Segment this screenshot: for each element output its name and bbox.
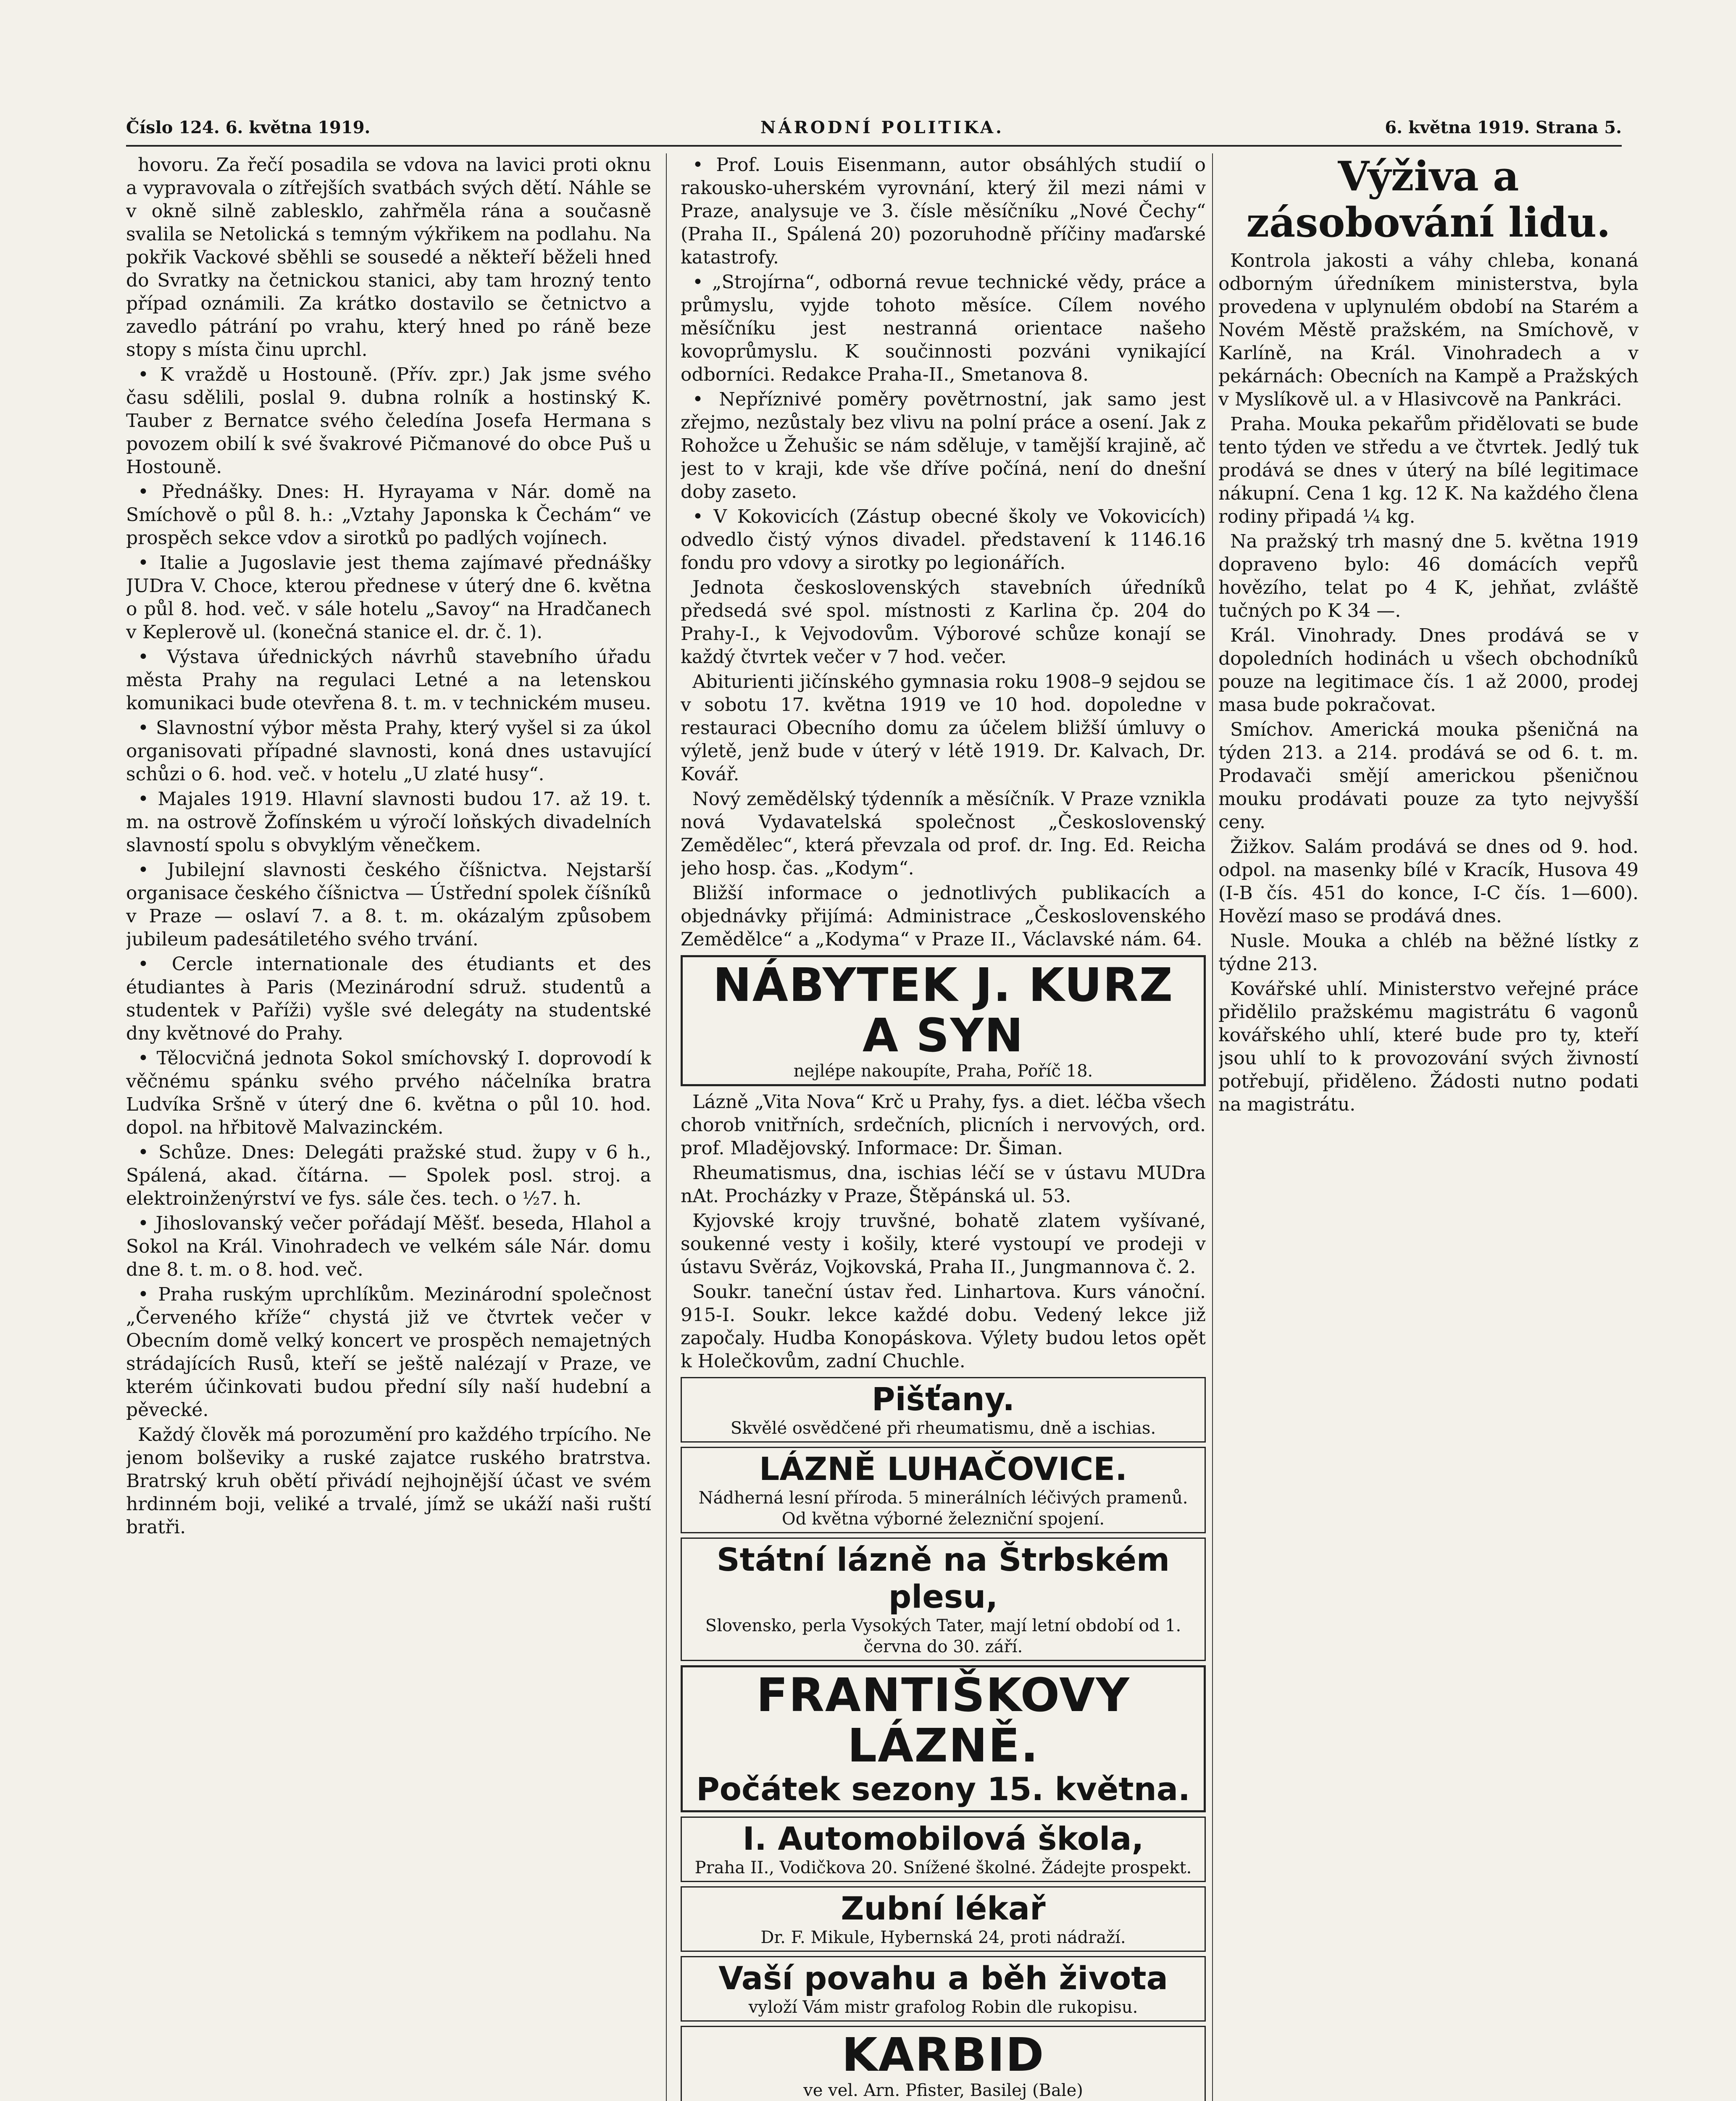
ad-title: FRANTIŠKOVY LÁZNĚ.	[756, 1668, 1130, 1772]
article-paragraph: Bližší informace o jednotlivých publikacích a objednávky přijímá: Administrace „Československého Zemědělce“ a „Kodyma“ v Praze II., Václavské nám. 64.	[681, 882, 1206, 950]
classified-ad: Rheumatismus, dna, ischias léčí se v ústavu MUDra nAt. Procházky v Praze, Štěpánská ul. 53.	[681, 1162, 1206, 1207]
article-paragraph: • Prof. Louis Eisenmann, autor obsáhlých studií o rakousko-uherském vyrovnání, který žil mezi námi v Praze, analysuje ve 3. čísle měsíčníku „Nové Čechy“ (Praha II., Spálená 20) pozoruhodně příčiny maďarské katastrofy.	[681, 154, 1206, 268]
ad-title: Státní lázně na Štrbském plesu,	[716, 1541, 1170, 1615]
column-1	[126, 153, 651, 2101]
article-paragraph: • Cercle internationale des étudiants et des étudiantes à Paris (Mezinárodní sdruž. studentů a studentek v Paříži) vyšle své delegáty na studentské dny květnové do Prahy.	[126, 953, 651, 1044]
article-paragraph: • „Strojírna“, odborná revue technické vědy, práce a průmyslu, vyjde tohoto měsíce. Cílem nového měsíčníku jest nestranná orientace našeho kovoprůmyslu. K součinnosti pozváni vynikající odborníci. Redakce Praha-II., Smetanova 8.	[681, 271, 1206, 385]
classified-ad: Soukr. taneční ústav řed. Linhartova. Kurs vánoční. 915-I. Soukr. lekce každé dobu. Vedený lekce již započaly. Hudba Konopáskova. Výlety budou letos opět k Holečkovům, zadní Chuchle.	[681, 1281, 1206, 1372]
article-paragraph: Praha. Mouka pekařům přidělovati se bude tento týden ve středu a ve čtvrtek. Jedlý tuk prodává se dnes v úterý na bílé legitimace nákupní. Cena 1 kg. 12 K. Na každého člena rodiny připadá ¼ kg.	[1218, 413, 1639, 527]
ad-subtitle: Dr. F. Mikule, Hybernská 24, proti nádraží.	[760, 1928, 1126, 1947]
article-paragraph: Smíchov. Americká mouka pšeničná na týden 213. a 214. prodává se od 6. t. m. Prodavači smějí americkou pšeničnou mouku prodávati pouze za tyto nejvyšší ceny.	[1218, 719, 1639, 833]
article-paragraph: hovoru. Za řečí posadila se vdova na lavici proti oknu a vypravovala o zítřejších svatbách svých dětí. Náhle se v okně silně zablesklo, zahřměla rána a současně svalila se Netolická s temným výkřikem na podlahu. Na pokřik Vackové sběhli se sousedé a někteří běželi hned do Svratky na četnickou stanici, aby tam hrozný tento případ oznámili. Za krátko dostavilo se četnictvo a zavedlo pátrání po vrahu, který hned po ráně beze stopy s místa činu uprchl.	[126, 154, 651, 361]
ad-title: KARBID	[842, 2028, 1045, 2082]
ad-subtitle: Nádherná lesní příroda. 5 minerálních léčivých pramenů. Od května výborné železniční spojení.	[698, 1488, 1188, 1529]
ad-karbid	[681, 2026, 1206, 2101]
article-paragraph: • Praha ruským uprchlíkům. Mezinárodní společnost „Červeného kříže“ chystá již ve čtvrtek večer v Obecním domě velký koncert ve prospěch nemajetných strádajících Rusů, kteří se ještě nalézají v Praze, ve kterém účinkovati budou přední síly naší hudební a pěvecké.	[126, 1284, 651, 1421]
ad-frantiskovy-lazne	[681, 1665, 1206, 1812]
ad-luhacovice	[681, 1447, 1206, 1533]
article-paragraph: Kovářské uhlí. Ministerstvo veřejné práce přidělilo pražskému magistrátu 6 vagonů kovářského uhlí, které bude pro ty, kteří jsou uhlí to k provozování svých živností potřebují, přiděleno. Žádosti nutno podati na magistrátu.	[1218, 978, 1639, 1115]
article-paragraph: Král. Vinohrady. Dnes prodává se v dopoledních hodinách u všech obchodníků pouze na legitimace čís. 1 až 2000, prodej masa bude pokračovat.	[1218, 625, 1639, 716]
article-paragraph: Každý člověk má porozumění pro každého trpícího. Ne jenom bolševiky a ruské zajatce ruského bratrstva. Bratrský kruh obětí přivádí nejhojnější účast ve svém hrdinném boji, veliké a trvalé, jímž se ukáží naši ruští bratři.	[126, 1424, 651, 1538]
article-paragraph: • Výstava úřednických návrhů stavebního úřadu města Prahy na regulaci Letné a na letenskou komunikaci bude otevřena 8. t. m. v technickém museu.	[126, 646, 651, 714]
ad-subtitle: vyloží Vám mistr grafolog Robin dle rukopisu.	[748, 1998, 1138, 2017]
article-paragraph: • Přednášky. Dnes: H. Hyrayama v Nár. domě na Smíchově o půl 8. h.: „Vztahy Japonska k Čechám“ ve prospěch sekce vdov a sirotků po padlých vojínech.	[126, 481, 651, 549]
article-paragraph: • Nepříznivé poměry povětrnostní, jak samo jest zřejmo, nezůstaly bez vlivu na polní práce a osení. Jak z Rohožce u Žehušic se nám sděluje, v tamější krajině, ač jest to v kraji, kde vše dříve počíná, není do dnešní doby zaseto.	[681, 389, 1206, 503]
ad-subtitle: ve vel. Arn. Pfister, Basilej (Bale)	[803, 2081, 1083, 2100]
article-paragraph: • Slavnostní výbor města Prahy, který vyšel si za úkol organisovati případné slavnosti, koná dnes ustavující schůzi o 6. hod. več. v hotelu „U zlaté husy“.	[126, 717, 651, 785]
ad-pistany	[681, 1377, 1206, 1443]
classified-ad: Lázně „Vita Nova“ Krč u Prahy, fys. a diet. léčba všech chorob vnitřních, srdečních, plicních i nervových, ord. prof. Mladějovský. Informace: Dr. Šiman.	[681, 1091, 1206, 1159]
newspaper-title: NÁRODNÍ POLITIKA.	[760, 118, 1004, 137]
ad-furniture	[681, 955, 1206, 1086]
article-paragraph: Na pražský trh masný dne 5. května 1919 dopraveno bylo: 46 domácích vepřů hovězího, telat po 4 K, jehňat, zvláště tučných po K 34 —.	[1218, 531, 1639, 621]
article-paragraph: Abiturienti jičínského gymnasia roku 1908–9 sejdou se v sobotu 17. května 1919 ve 10 hod. dopoledne v restauraci Obecního domu za účelem bližší úmluvy o výletě, jenž bude v úterý v létě 1919. Dr. Kalvach, Dr. Kovář.	[681, 671, 1206, 785]
header-rule	[126, 145, 1622, 147]
ad-title: NÁBYTEK J. KURZ A SYN	[713, 958, 1174, 1062]
classified-ad: Kyjovské krojy truvšné, bohatě zlatem vyšívané, soukenné vesty i košily, které vystoupí ve prodeji v ústavu Svěráz, Vojkovská, Praha II., Jungmannova č. 2.	[681, 1210, 1206, 1278]
article-paragraph: Nový zemědělský týdenník a měsíčník. V Praze vznikla nová Vydavatelská společnost „Československý Zemědělec“, která převzala od prof. dr. Ing. Ed. Reicha jeho hosp. čas. „Kodym“.	[681, 788, 1206, 879]
ad-subtitle: Slovensko, perla Vysokých Tater, mají letní období od 1. června do 30. září.	[705, 1616, 1181, 1656]
column-divider	[1212, 153, 1213, 2101]
article-paragraph: • Jubilejní slavnosti českého číšnictva. Nejstarší organisace českého číšnictva — Ústřední spolek číšníků v Praze — oslaví 7. a 8. t. m. okázalým způsobem jubileum padesátiletého svého trvání.	[126, 859, 651, 950]
article-paragraph: • Schůze. Dnes: Delegáti pražské stud. župy v 6 h., Spálená, akad. čítárna. — Spolek posl. stroj. a elektroinženýrství ve fys. sále čes. tech. o ½7. h.	[126, 1142, 651, 1209]
ad-subtitle: Praha II., Vodičkova 20. Snížené školné. Žádejte prospekt.	[694, 1858, 1192, 1877]
ad-graphologist	[681, 1956, 1206, 2022]
column-2	[681, 153, 1206, 2101]
article-paragraph: • Tělocvičná jednota Sokol smíchovský I. doprovodí k věčnému spánku svého prvého náčelníka bratra Ludvíka Sršně v úterý dne 6. května o půl 10. hod. dopol. na hřbitově Malvazinckém.	[126, 1048, 651, 1138]
ad-strbske-pleso	[681, 1538, 1206, 1661]
article-paragraph: Kontrola jakosti a váhy chleba, konaná odborným úředníkem ministerstva, byla provedena v uplynulém období na Starém a Novém Městě pražském, na Smíchově, v Karlíně, na Král. Vinohradech a v pekárnách: Obecních na Kampě a Pražských v Myslíkově ul. a v Hlasivcově na Pankráci.	[1218, 250, 1639, 410]
article-paragraph: Nusle. Mouka a chléb na běžné lístky z týdne 213.	[1218, 930, 1639, 975]
ad-subtitle: Skvělé osvědčené při rheumatismu, dně a ischias.	[730, 1419, 1156, 1438]
ad-dentist	[681, 1886, 1206, 1952]
article-paragraph: Žižkov. Salám prodává se dnes od 9. hod. odpol. na masenky bílé v Kracík, Husova 49 (I-B čís. 451 do konce, I-C čís. 1—600). Hovězí maso se prodává dnes.	[1218, 836, 1639, 927]
ad-title: Pišťany.	[871, 1380, 1015, 1418]
column-divider	[666, 153, 667, 2101]
page-number: 6. května 1919. Strana 5.	[1385, 118, 1622, 137]
ad-title: I. Automobilová škola,	[742, 1820, 1144, 1857]
ad-title: Vaší povahu a běh života	[718, 1959, 1168, 1997]
article-paragraph: • Majales 1919. Hlavní slavnosti budou 17. až 19. t. m. na ostrově Žofínském u výročí loňských divadelních slavností spolu s obvyklým věnečkem.	[126, 788, 651, 856]
ad-subtitle: Počátek sezony 15. května.	[696, 1770, 1190, 1808]
ad-subtitle: nejlépe nakoupíte, Praha, Poříč 18.	[793, 1061, 1093, 1081]
column-3	[1218, 153, 1639, 2101]
ad-title: Zubní lékař	[841, 1890, 1046, 1927]
article-paragraph: • V Kokovicích (Zástup obecné školy ve Vokovicích) odvedlo čistý výnos divadel. představení k 1146.16 fondu pro vdovy a sirotky po legionářích.	[681, 506, 1206, 574]
ad-title: LÁZNĚ LUHAČOVICE.	[759, 1450, 1128, 1488]
ad-autoschool	[681, 1817, 1206, 1882]
article-paragraph: • Italie a Jugoslavie jest thema zajímavé přednášky JUDra V. Choce, kterou přednese v úterý dne 6. května o půl 8. hod. več. v sále hotelu „Savoy“ na Hradčanech v Keplerově ul. (konečná stanice el. dr. č. 1).	[126, 552, 651, 643]
article-paragraph: • Jihoslovanský večer pořádají Měšť. beseda, Hlahol a Sokol na Král. Vinohradech ve velkém sále Nár. domu dne 8. t. m. o 8. hod. več.	[126, 1213, 651, 1280]
article-paragraph: Jednota československých stavebních úředníků předsedá své spol. místnosti z Karlina čp. 204 do Prahy-I., k Vejvodovům. Výborové schůze konají se každý čtvrtek večer v 7 hod. večer.	[681, 577, 1206, 668]
section-title: Výživa a zásobování lidu.	[1246, 153, 1611, 246]
issue-number: Číslo 124. 6. května 1919.	[126, 118, 371, 137]
article-paragraph: • K vraždě u Hostouně. (Přív. zpr.) Jak jsme svého času sdělili, poslal 9. dubna rolník a hostinský K. Tauber z Bernatce svého čeledína Josefa Hermana s povozem obilí k své švakrové Pičmanové do obce Puš u Hostouně.	[126, 364, 651, 478]
